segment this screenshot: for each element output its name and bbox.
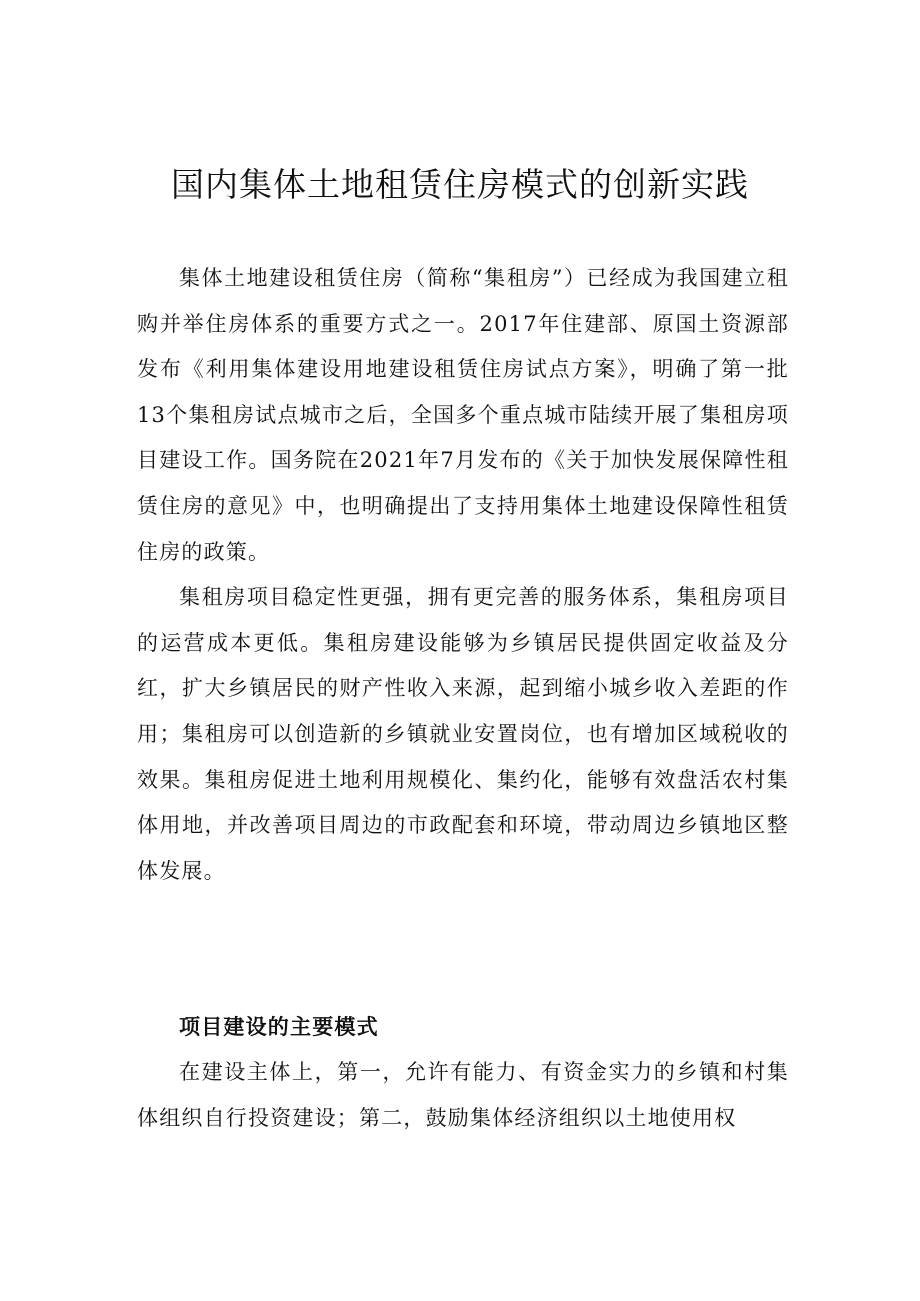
section-heading: 项目建设的主要模式 xyxy=(179,1014,379,1040)
section-paragraph: 在建设主体上，第一，允许有能力、有资金实力的乡镇和村集体组织自行投资建设；第二，鼓励集体经济组织以土地使用权 xyxy=(137,1059,789,1130)
document-body xyxy=(137,256,789,1141)
benefits-paragraph: 集租房项目稳定性更强，拥有更完善的服务体系，集租房项目的运营成本更低。集租房建设能够为乡镇居民提供固定收益及分红，扩大乡镇居民的财产性收入来源，起到缩小城乡收入差距的作用；集租房可以创造新的乡镇就业安置岗位，也有增加区域税收的效果。集租房促进土地利用规模化、集约化，能够有效盘活农村集体用地，并改善项目周边的市政配套和环境，带动周边乡镇地区整体发展。 xyxy=(137,585,789,883)
intro-paragraph: 集体土地建设租赁住房（简称“集租房”）已经成为我国建立租购并举住房体系的重要方式之一。2017年住建部、原国土资源部发布《利用集体建设用地建设租赁住房试点方案》，明确了第一批13个集租房试点城市之后，全国多个重点城市陆续开展了集租房项目建设工作。国务院在2021年7月发布的《关于加快发展保障性租赁住房的意见》中，也明确提出了支持用集体土地建设保障性租赁住房的政策。 xyxy=(137,266,789,564)
document-title: 国内集体土地租赁住房模式的创新实践 xyxy=(171,165,749,204)
